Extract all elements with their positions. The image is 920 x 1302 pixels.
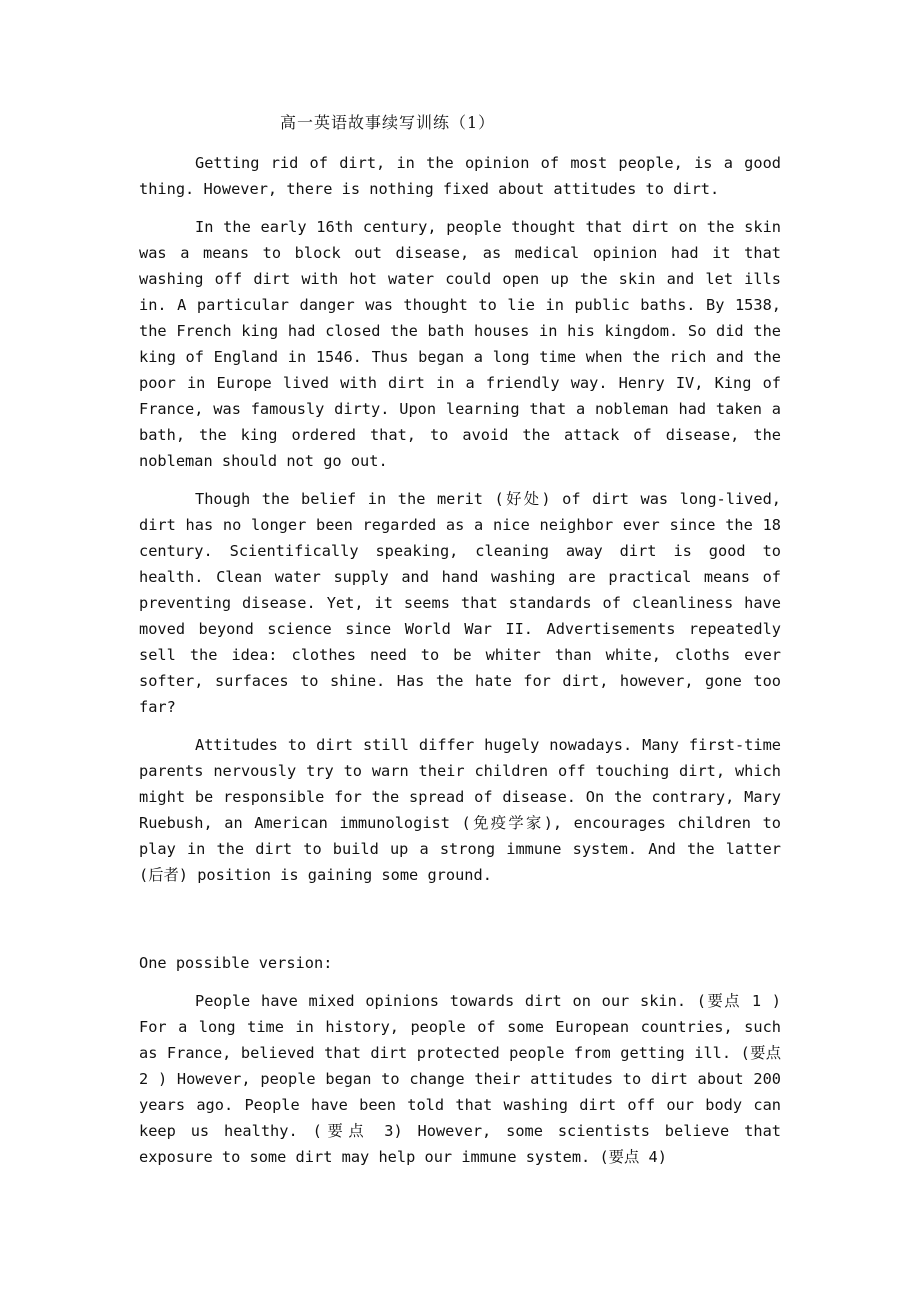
document-page: [139, 110, 781, 1182]
paragraph-18th-century: Though the belief in the merit (好处) of dirt was long-lived, dirt has no longer been regarded as a nice neighbor ever since the 18 century. Scientifically speaking, cleaning away dirt is good to health. Clean water supply and hand washing are practical means of preventing disease. Yet, it seems that standards of cleanliness have moved beyond science since World War II. Advertisements repeatedly sell the idea: clothes need to be whiter than white, cloths ever softer, surfaces to shine. Has the hate for dirt, however, gone too far?: [139, 490, 781, 716]
document-title: 高一英语故事续写训练（1）: [280, 113, 496, 132]
paragraph-nowadays: Attitudes to dirt still differ hugely nowadays. Many first-time parents nervously try to warn their children off touching dirt, which might be responsible for the spread of disease. On the contrary, Mary Ruebush, an American immunologist (免疫学家), encourages children to play in the dirt to build up a strong immune system. And the latter (后者) position is gaining some ground.: [139, 736, 781, 884]
version-text: People have mixed opinions towards dirt on our skin. (要点 1 ) For a long time in history, people of some European countries, such as France, believed that dirt protected people from getting ill. (要点 2 ) However, people began to change their attitudes to dirt about 200 years ago. People have been told that washing dirt off our body can keep us healthy. (要点 3) However, some scientists believe that exposure to some dirt may help our immune system. (要点 4): [139, 992, 781, 1166]
version-label: One possible version:: [139, 954, 333, 972]
paragraph-16th-century: In the early 16th century, people thought that dirt on the skin was a means to block out disease, as medical opinion had it that washing off dirt with hot water could open up the skin and let ills in. A particular danger was thought to lie in public baths. By 1538, the French king had closed the bath houses in his kingdom. So did the king of England in 1546. Thus began a long time when the rich and the poor in Europe lived with dirt in a friendly way. Henry IV, King of France, was famously dirty. Upon learning that a nobleman had taken a bath, the king ordered that, to avoid the attack of disease, the nobleman should not go out.: [139, 218, 781, 470]
section-gap: [139, 900, 781, 950]
paragraph-intro: Getting rid of dirt, in the opinion of most people, is a good thing. However, there is nothing fixed about attitudes to dirt.: [139, 154, 781, 198]
